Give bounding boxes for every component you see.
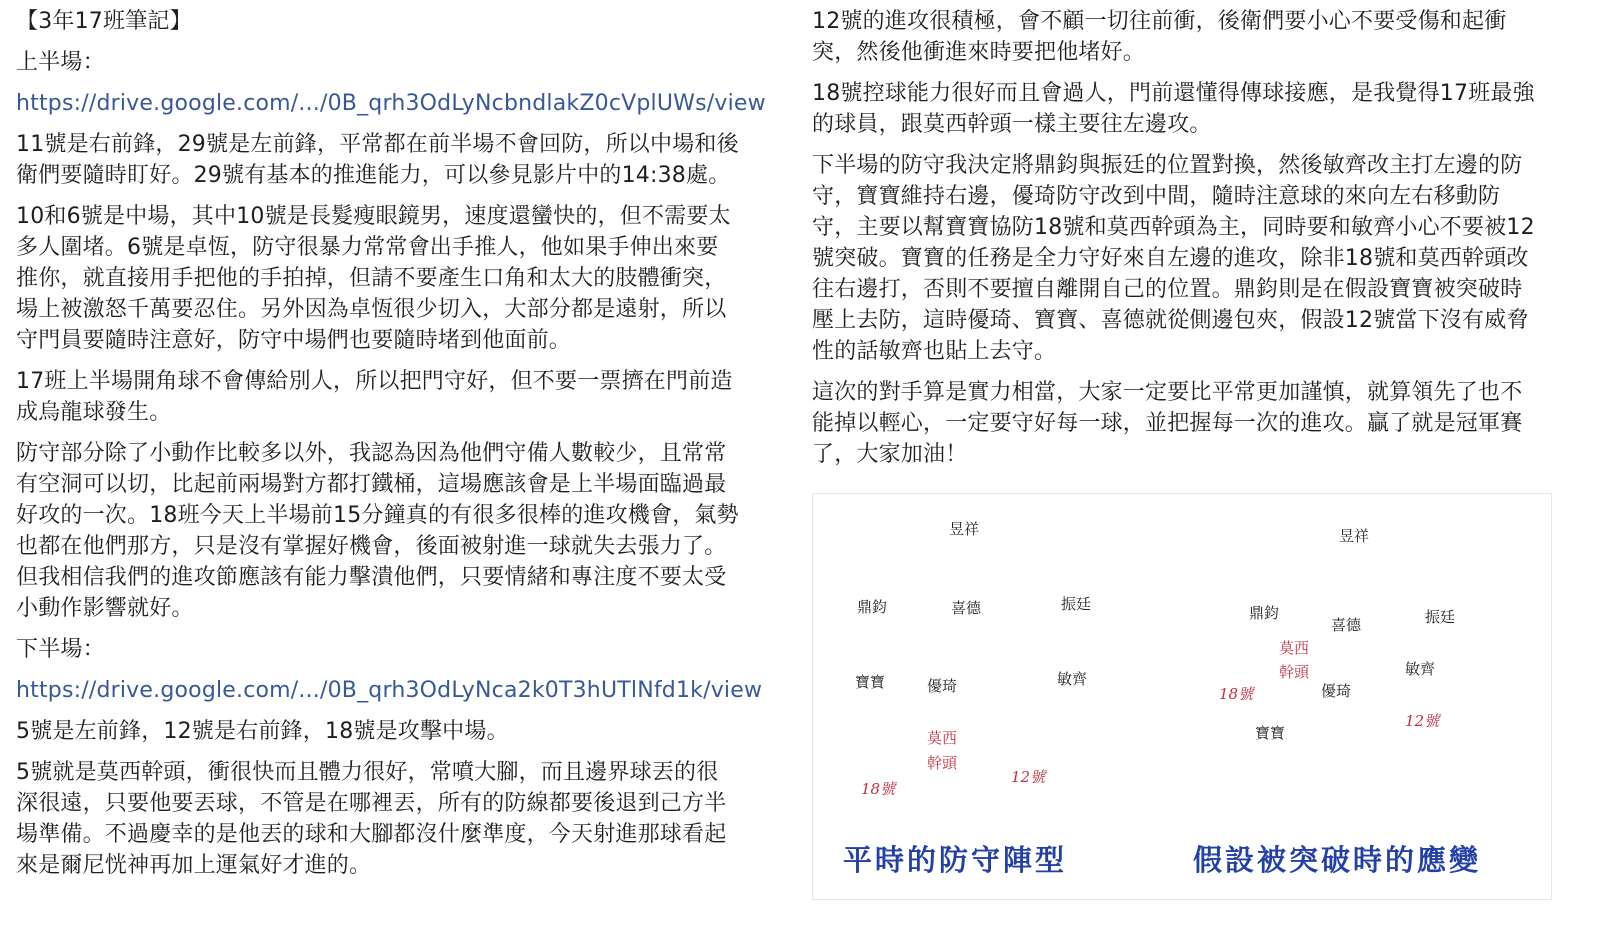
text-line: 性的話敏齊也貼上去守。 (812, 339, 1057, 364)
paragraph (16, 438, 786, 624)
break-goalkeeper-label: 昱祥 (1339, 527, 1370, 545)
text-line: 小動作影響就好。 (16, 596, 194, 621)
text-line: 的球員，跟莫西幹頭一樣主要往左邊攻。 (812, 112, 1212, 137)
text-line: 也都在他們那方，只是沒有掌握好機會，後面被射進一球就失去張力了。 (16, 534, 727, 559)
text-line: 壓上去防，這時優琦、寶寶、喜德就從側邊包夾，假設12號當下沒有威脅 (812, 308, 1529, 333)
text-line: 10和6號是中場，其中10號是長髮瘦眼鏡男，速度還蠻快的，但不需要太 (16, 204, 731, 229)
break-youqi-label: 優琦 (1321, 682, 1352, 700)
paragraph (16, 366, 786, 428)
break-mohawk-label-1: 莫西 (1279, 639, 1310, 657)
text-line: 下半場的防守我決定將鼎鈞與振廷的位置對換，然後敏齊改主打左邊的防 (812, 153, 1523, 178)
paragraph (16, 201, 786, 356)
text-line: 守，主要以幫寶寶協防18號和莫西幹頭為主，同時要和敏齊小心不要被12 (812, 215, 1535, 240)
text-line: 來是爾尼恍神再加上運氣好才進的。 (16, 853, 372, 878)
paragraph (812, 6, 1562, 68)
breakthrough-formation-caption: 假設被突破時的應變 (1193, 843, 1482, 877)
notes-title: 【3年17班筆記】 (16, 9, 192, 34)
text-line: 守，寶寶維持右邊，優琦防守改到中間，隨時注意球的來向左右移動防 (812, 184, 1501, 209)
text-line: 守門員要隨時注意好，防守中場們也要隨時堵到他面前。 (16, 328, 572, 353)
break-xide-label: 喜德 (1331, 616, 1362, 634)
text-line: 但我相信我們的進攻節應該有能力擊潰他們，只要情緒和專注度不要太受 (16, 565, 727, 590)
normal-mohawk-label-2: 幹頭 (927, 754, 958, 772)
break-no12-label: 12號 (1405, 712, 1440, 730)
normal-minqi-label: 敏齊 (1057, 670, 1088, 688)
break-baobao-label: 寶寶 (1255, 724, 1286, 742)
second-half-heading: 下半場： (16, 637, 105, 662)
text-line: 能掉以輕心，一定要守好每一球，並把握每一次的進攻。贏了就是冠軍賽 (812, 411, 1523, 436)
text-line: 11號是右前鋒，29號是左前鋒，平常都在前半場不會回防，所以中場和後 (16, 132, 739, 157)
text-line: 多人圍堵。6號是卓恆，防守很暴力常常會出手推人，他如果手伸出來要 (16, 235, 719, 260)
paragraph (16, 716, 786, 747)
text-line: 深很遠，只要他要丟球，不管是在哪裡丟，所有的防線都要後退到己方半 (16, 791, 727, 816)
text-line: 衛們要隨時盯好。29號有基本的推進能力，可以參見影片中的14:38處。 (16, 163, 731, 188)
text-line: 防守部分除了小動作比較多以外，我認為因為他們守備人數較少，且常常 (16, 441, 727, 466)
normal-dingjun-label: 鼎鈞 (857, 598, 888, 616)
normal-baobao-label: 寶寶 (855, 673, 886, 691)
paragraph (16, 757, 786, 881)
right-column (812, 6, 1562, 480)
text-line: 這次的對手算是實力相當，大家一定要比平常更加謹慎，就算領先了也不 (812, 380, 1523, 405)
normal-zhenting-label: 振廷 (1061, 595, 1092, 613)
text-line: 5號是左前鋒，12號是右前鋒，18號是攻擊中場。 (16, 719, 509, 744)
break-dingjun-label: 鼎鈞 (1249, 604, 1280, 622)
text-line: 好攻的一次。18班今天上半場前15分鐘真的有很多很棒的進攻機會，氣勢 (16, 503, 739, 528)
paragraph (812, 150, 1562, 367)
normal-youqi-label: 優琦 (927, 677, 958, 695)
first-half-video-link[interactable]: https://drive.google.com/.../0B_qrh3OdLyNcbndlakZ0cVplUWs/view (16, 91, 766, 116)
text-line: 12號的進攻很積極，會不顧一切往前衝，後衛們要小心不要受傷和起衝 (812, 9, 1507, 34)
paragraph (812, 377, 1562, 470)
text-line: 成烏龍球發生。 (16, 400, 172, 425)
text-line: 場上被激怒千萬要忍住。另外因為卓恆很少切入，大部分都是遠射，所以 (16, 297, 727, 322)
text-line: 18號控球能力很好而且會過人，門前還懂得傳球接應，是我覺得17班最強 (812, 81, 1535, 106)
left-column (16, 6, 786, 891)
paragraph (16, 129, 786, 191)
text-line: 突，然後他衝進來時要把他堵好。 (812, 40, 1146, 65)
second-half-video-link[interactable]: https://drive.google.com/.../0B_qrh3OdLyNca2k0T3hUTlNfd1k/view (16, 678, 763, 703)
formation-diagram-image (812, 493, 1552, 900)
text-line: 17班上半場開角球不會傳給別人，所以把門守好，但不要一票擠在門前造 (16, 369, 733, 394)
normal-formation-caption: 平時的防守陣型 (843, 843, 1068, 877)
text-line: 號突破。寶寶的任務是全力守好來自左邊的進攻，除非18號和莫西幹頭改 (812, 246, 1529, 271)
normal-goalkeeper-label: 昱祥 (949, 520, 980, 538)
break-mohawk-label-2: 幹頭 (1279, 663, 1310, 681)
first-half-heading: 上半場： (16, 50, 105, 75)
normal-mohawk-label-1: 莫西 (927, 729, 958, 747)
text-line: 5號就是莫西幹頭，衝很快而且體力很好，常噴大腳，而且邊界球丟的很 (16, 760, 719, 785)
text-line: 往右邊打，否則不要擅自離開自己的位置。鼎鈞則是在假設寶寶被突破時 (812, 277, 1523, 302)
text-line: 有空洞可以切，比起前兩場對方都打鐵桶，這場應該會是上半場面臨過最 (16, 472, 727, 497)
break-no18-label: 18號 (1219, 685, 1254, 703)
normal-xide-label: 喜德 (951, 599, 982, 617)
normal-no18-label: 18號 (861, 780, 896, 798)
text-line: 場準備。不過慶幸的是他丟的球和大腳都沒什麼準度，今天射進那球看起 (16, 822, 727, 847)
text-line: 推你，就直接用手把他的手拍掉，但請不要產生口角和太大的肢體衝突， (16, 266, 727, 291)
break-zhenting-label: 振廷 (1425, 608, 1456, 626)
break-minqi-label: 敏齊 (1405, 660, 1436, 678)
paragraph (812, 78, 1562, 140)
normal-no12-label: 12號 (1011, 768, 1046, 786)
text-line: 了，大家加油！ (812, 442, 968, 467)
